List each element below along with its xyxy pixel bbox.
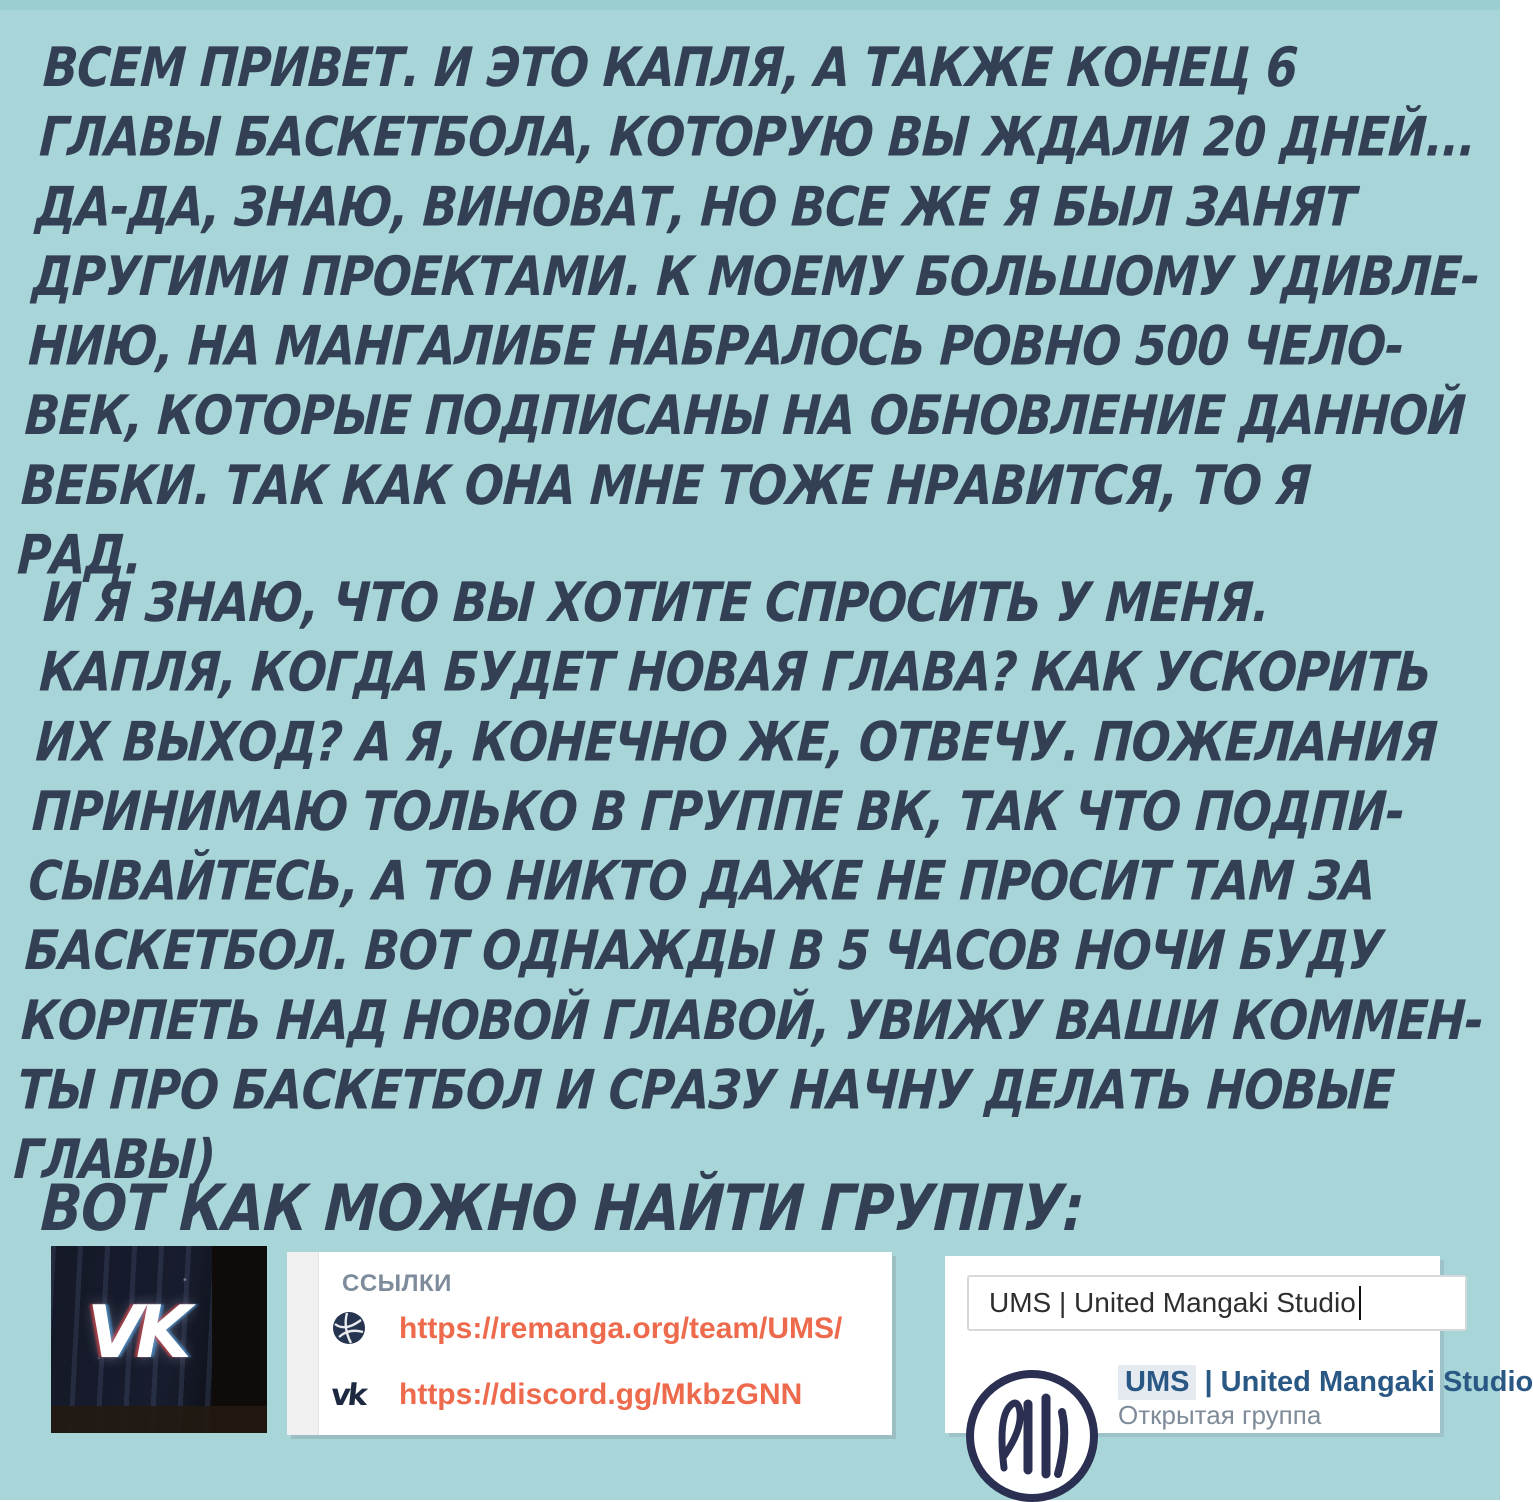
text-line: СЫВАЙТЕСЬ, А ТО НИКТО ДАЖЕ НЕ ПРОСИТ ТАМ ЗА xyxy=(26,848,1377,913)
discord-link[interactable]: https://discord.gg/MkbzGNN xyxy=(399,1378,803,1411)
globe-icon xyxy=(331,1310,367,1346)
ums-highlight: UMS xyxy=(1118,1365,1196,1400)
text-line: НИЮ, НА МАНГАЛИБЕ НАБРАЛОСЬ РОВНО 500 ЧЕЛО- xyxy=(26,313,1406,378)
text-line: ГЛАВЫ БАСКЕТБОЛА, КОТОРУЮ ВЫ ЖДАЛИ 20 ДНЕЙ... xyxy=(37,104,1477,169)
text-line: ВЕК, КОТОРЫЕ ПОДПИСАНЫ НА ОБНОВЛЕНИЕ ДАННОЙ xyxy=(23,383,1467,448)
remanga-link[interactable]: https://remanga.org/team/UMS/ xyxy=(399,1312,843,1345)
search-input[interactable] xyxy=(967,1275,1467,1331)
text-line: КОРПЕТЬ НАД НОВОЙ ГЛАВОЙ, УВИЖУ ВАШИ КОММЕН- xyxy=(19,988,1485,1052)
text-line: И Я ЗНАЮ, ЧТО ВЫ ХОТИТЕ СПРОСИТЬ У МЕНЯ. xyxy=(41,570,1271,635)
group-result-title[interactable] xyxy=(1118,1365,1533,1400)
top-edge-strip xyxy=(0,0,1500,10)
photo-dark-bottom xyxy=(51,1406,267,1433)
text-line: ДА-ДА, ЗНАЮ, ВИНОВАТ, НО ВСЕ ЖЕ Я БЫЛ ЗАНЯТ xyxy=(34,174,1357,239)
text-line: ВСЕМ ПРИВЕТ. И ЭТО КАПЛЯ, А ТАКЖЕ КОНЕЦ 6 xyxy=(41,35,1299,100)
text-line: ВЕБКИ. ТАК КАК ОНА МНЕ ТОЖЕ НРАВИТСЯ, ТО Я xyxy=(19,453,1313,517)
result-title-rest: | United Mangaki Studio xyxy=(1204,1366,1533,1398)
text-line: ГЛАВЫ) xyxy=(12,1127,217,1192)
links-panel-title: ССЫЛКИ xyxy=(342,1270,452,1297)
vk-photo-thumbnail xyxy=(51,1246,267,1433)
group-avatar-monogram xyxy=(974,1378,1092,1496)
find-group-heading: ВОТ КАК МОЖНО НАЙТИ ГРУППУ: xyxy=(39,1171,1086,1246)
links-sidebar-strip xyxy=(287,1252,319,1435)
vk-logo-text: VK xyxy=(87,1290,185,1374)
group-search-screenshot xyxy=(945,1256,1533,1433)
text-line: БАСКЕТБОЛ. ВОТ ОДНАЖДЫ В 5 ЧАСОВ НОЧИ БУДУ xyxy=(23,918,1385,983)
vk-icon: vk xyxy=(329,1378,367,1413)
intro-paragraph xyxy=(16,33,1492,590)
text-line: ДРУГИМИ ПРОЕКТАМИ. К МОЕМУ БОЛЬШОМУ УДИВЛЕ- xyxy=(30,244,1481,308)
text-line: КАПЛЯ, КОГДА БУДЕТ НОВАЯ ГЛАВА? КАК УСКОРИТЬ xyxy=(37,639,1433,704)
group-avatar xyxy=(966,1370,1098,1502)
search-query-text: UMS | United Mangaki Studio xyxy=(989,1287,1356,1318)
text-line: ТЫ ПРО БАСКЕТБОЛ И СРАЗУ НАЧНУ ДЕЛАТЬ НОВЫЕ xyxy=(15,1057,1396,1122)
text-line: РАД. xyxy=(15,522,144,587)
group-type-label: Открытая группа xyxy=(1118,1400,1322,1430)
qa-paragraph xyxy=(12,568,1506,1195)
links-screenshot xyxy=(287,1252,892,1435)
text-line: ИХ ВЫХОД? А Я, КОНЕЧНО ЖЕ, ОТВЕЧУ. ПОЖЕЛАНИЯ xyxy=(34,709,1439,774)
text-line: ПРИНИМАЮ ТОЛЬКО В ГРУППЕ ВК, ТАК ЧТО ПОДПИ- xyxy=(30,779,1406,843)
photo-dark-edge xyxy=(212,1246,267,1433)
text-cursor xyxy=(1359,1286,1361,1320)
